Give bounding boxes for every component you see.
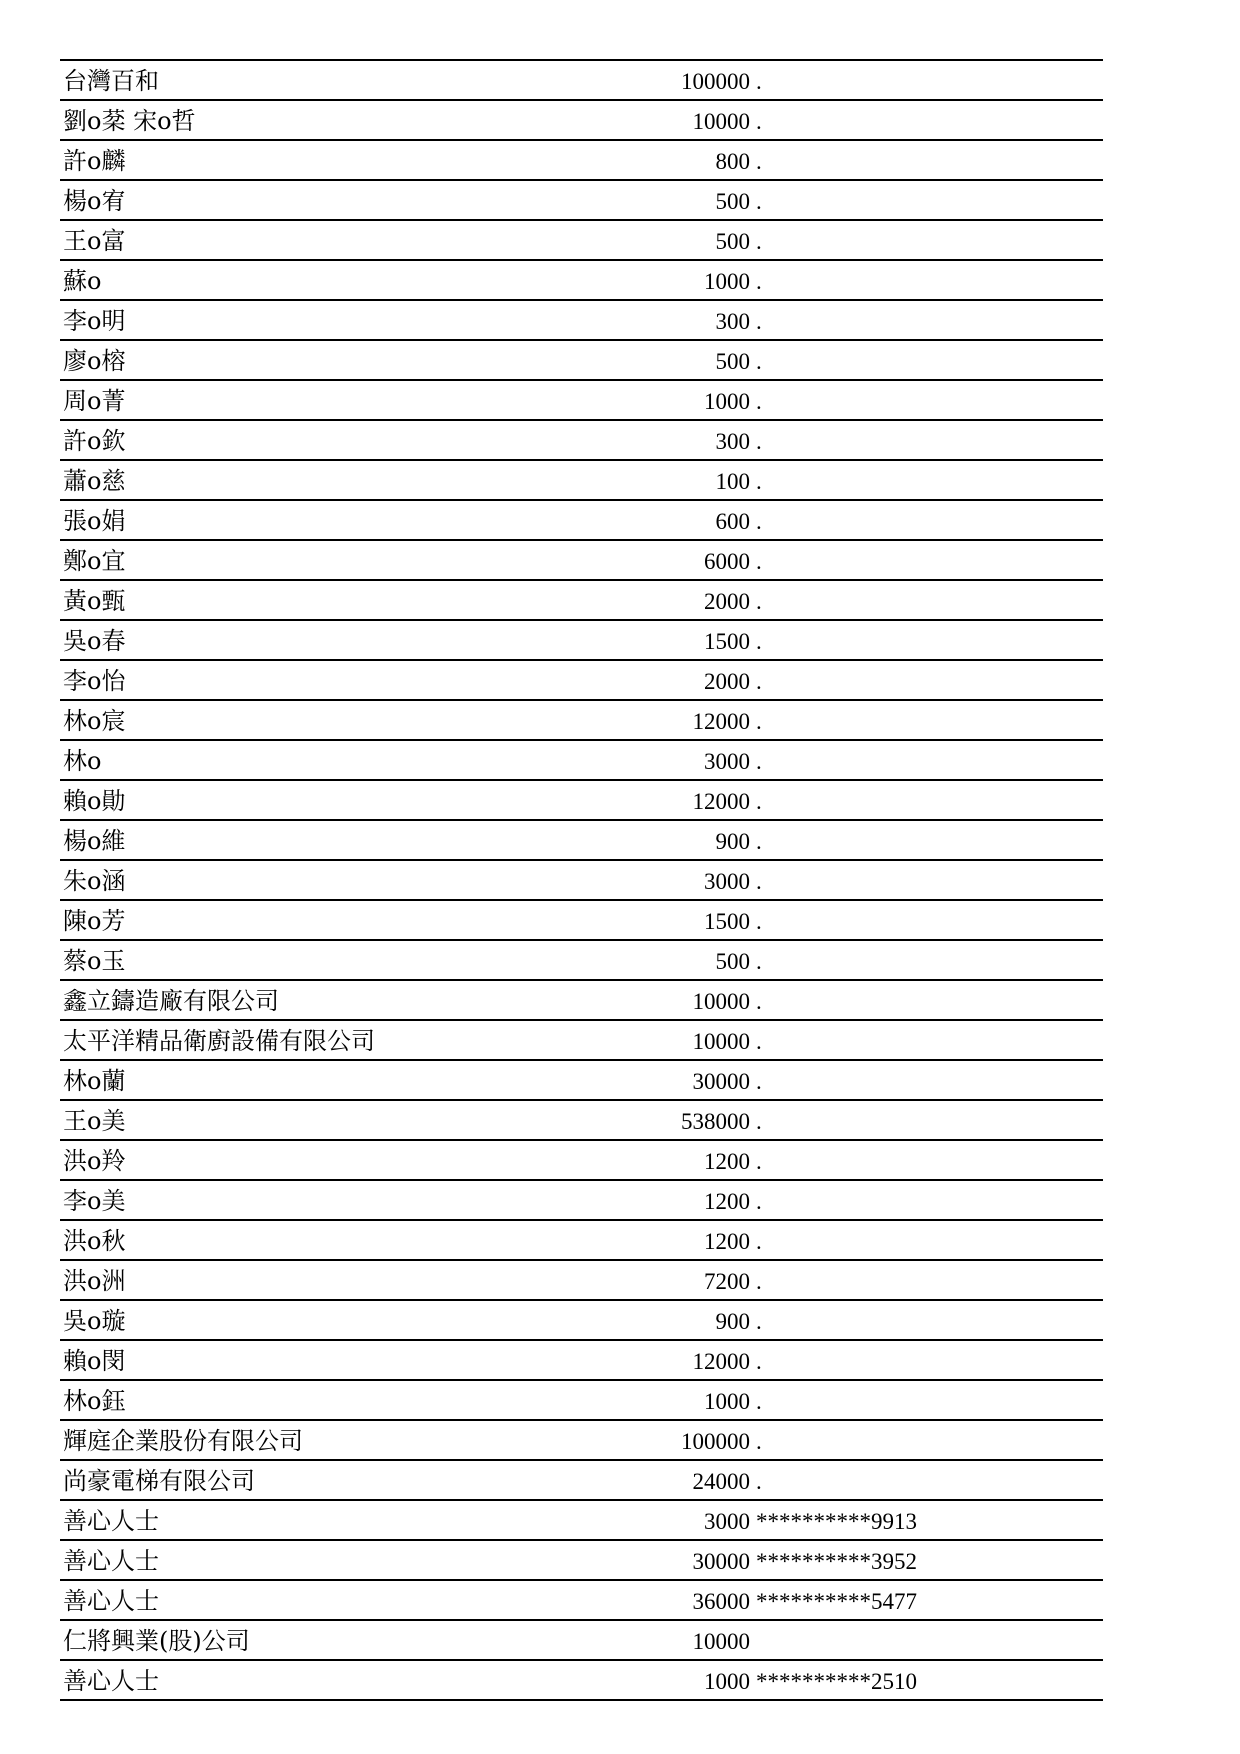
table-row [60,1541,1103,1581]
donation-amount: 100000 [681,69,750,94]
donation-note: . [756,1269,762,1294]
table-row [60,1301,1103,1341]
donation-amount: 500 [715,949,750,974]
donation-note: . [756,1389,762,1414]
donation-amount: 500 [715,229,750,254]
table-row [60,1221,1103,1261]
donation-amount: 800 [715,149,750,174]
donor-name: 王o富 [63,227,126,255]
table-row [60,1421,1103,1461]
donation-note: **********3952 [756,1549,917,1574]
donation-amount: 7200 [704,1269,750,1294]
table-row [60,941,1103,981]
table-row [60,141,1103,181]
donation-amount: 2000 [704,669,750,694]
table-row [60,661,1103,701]
donor-name: 許o麟 [63,147,126,175]
donation-note: . [756,469,762,494]
table-row [60,381,1103,421]
table-row [60,501,1103,541]
donation-amount: 600 [715,509,750,534]
donor-name: 仁將興業(股)公司 [63,1627,250,1655]
table-row [60,861,1103,901]
donation-note: . [756,749,762,774]
donation-note: . [756,1469,762,1494]
donor-name: 洪o羚 [63,1147,126,1175]
donor-name: 黃o甄 [63,587,126,615]
donation-note: . [756,629,762,654]
donor-name: 善心人士 [63,1587,159,1615]
donor-name: 劉o棻 宋o哲 [63,107,196,135]
donor-name: 尚豪電梯有限公司 [63,1467,255,1495]
donation-note: . [756,1229,762,1254]
donation-amount: 12000 [692,789,750,814]
donation-note: . [756,389,762,414]
donor-name: 蘇o [63,267,102,295]
donor-name: 賴o閔 [63,1347,126,1375]
donation-note: . [756,69,762,94]
donation-amount: 3000 [704,869,750,894]
donation-amount: 30000 [692,1069,750,1094]
table-row [60,541,1103,581]
donation-note: . [756,989,762,1014]
donation-note: **********2510 [756,1669,917,1694]
donation-amount: 900 [715,829,750,854]
donor-name: 林o [63,747,102,775]
donation-amount: 2000 [704,589,750,614]
donation-note: . [756,1149,762,1174]
donor-name: 鑫立鑄造廠有限公司 [63,987,279,1015]
table-row [60,1621,1103,1661]
donation-amount: 1200 [704,1149,750,1174]
donation-note: . [756,869,762,894]
donation-note: . [756,1109,762,1134]
donation-amount: 1000 [704,1669,750,1694]
table-row [60,741,1103,781]
donation-note: . [756,1029,762,1054]
donation-amount: 12000 [692,1349,750,1374]
table-row [60,1021,1103,1061]
donor-name: 楊o宥 [63,187,126,215]
donation-amount: 900 [715,1309,750,1334]
donation-amount: 1200 [704,1189,750,1214]
donor-name: 蔡o玉 [63,947,126,975]
table-row [60,1461,1103,1501]
table-row [60,261,1103,301]
donation-amount: 12000 [692,709,750,734]
donor-name: 善心人士 [63,1667,159,1695]
table-row [60,461,1103,501]
donation-note: . [756,189,762,214]
donation-amount: 100 [715,469,750,494]
donation-note: . [756,709,762,734]
donation-amount: 3000 [704,749,750,774]
donor-name: 周o菁 [63,387,126,415]
donation-note: . [756,229,762,254]
donation-note: . [756,589,762,614]
table-row [60,1381,1103,1421]
donation-amount: 1500 [704,909,750,934]
table-row [60,421,1103,461]
donation-note: . [756,429,762,454]
donor-name: 善心人士 [63,1547,159,1575]
donor-name: 李o怡 [63,667,126,695]
table-row [60,181,1103,221]
donation-note: . [756,1349,762,1374]
table-row [60,1581,1103,1621]
donor-name: 台灣百和 [63,67,159,95]
table-row [60,701,1103,741]
donation-amount: 10000 [692,989,750,1014]
donation-note: . [756,109,762,134]
donation-note: . [756,349,762,374]
donation-note: . [756,789,762,814]
table-row [60,1341,1103,1381]
donor-name: 王o美 [63,1107,126,1135]
table-row [60,1661,1103,1701]
donation-note: **********5477 [756,1589,917,1614]
donor-name: 蕭o慈 [63,467,126,495]
donation-amount: 10000 [692,1029,750,1054]
donation-amount: 3000 [704,1509,750,1534]
donation-note: . [756,549,762,574]
donation-note: . [756,509,762,534]
table-row [60,781,1103,821]
donation-amount: 1000 [704,269,750,294]
donation-note: . [756,1189,762,1214]
table-row [60,1061,1103,1101]
donor-name: 張o娟 [63,507,126,535]
donor-name: 林o宸 [63,707,126,735]
donor-name: 林o蘭 [63,1067,126,1095]
donor-name: 吳o春 [63,627,126,655]
donation-amount: 1200 [704,1229,750,1254]
donor-name: 善心人士 [63,1507,159,1535]
table-row [60,1101,1103,1141]
donation-amount: 100000 [681,1429,750,1454]
table-row [60,821,1103,861]
donation-amount: 538000 [681,1109,750,1134]
donor-name: 廖o榕 [63,347,126,375]
table-row [60,1181,1103,1221]
donation-amount: 300 [715,309,750,334]
donation-amount: 1000 [704,389,750,414]
donor-name: 鄭o宜 [63,547,126,575]
donation-amount: 36000 [692,1589,750,1614]
donation-note: **********9913 [756,1509,917,1534]
donor-name: 許o欽 [63,427,126,455]
donor-name: 賴o勛 [63,787,126,815]
table-row [60,621,1103,661]
donation-note: . [756,1429,762,1454]
donation-table [60,59,1103,1701]
donation-amount: 24000 [692,1469,750,1494]
donor-name: 朱o涵 [63,867,126,895]
donation-note: . [756,669,762,694]
table-row [60,901,1103,941]
donation-note: . [756,949,762,974]
donation-note: . [756,1309,762,1334]
donation-amount: 500 [715,349,750,374]
donor-name: 李o美 [63,1187,126,1215]
donor-name: 太平洋精品衛廚設備有限公司 [63,1027,375,1055]
donor-name: 洪o洲 [63,1267,126,1295]
table-row [60,301,1103,341]
donation-note: . [756,309,762,334]
donation-amount: 30000 [692,1549,750,1574]
table-row [60,341,1103,381]
donation-note: . [756,269,762,294]
table-row [60,61,1103,101]
table-row [60,581,1103,621]
donation-amount: 6000 [704,549,750,574]
donor-name: 林o鈺 [63,1387,126,1415]
donation-amount: 1500 [704,629,750,654]
donation-amount: 500 [715,189,750,214]
donor-name: 洪o秋 [63,1227,126,1255]
donation-note: . [756,909,762,934]
donor-name: 楊o維 [63,827,126,855]
donor-name: 吳o璇 [63,1307,126,1335]
donor-name: 陳o芳 [63,907,126,935]
table-row [60,1501,1103,1541]
donation-amount: 1000 [704,1389,750,1414]
donation-amount: 300 [715,429,750,454]
donor-name: 輝庭企業股份有限公司 [63,1427,303,1455]
donation-note: . [756,829,762,854]
donation-note: . [756,149,762,174]
donation-amount: 10000 [692,109,750,134]
donation-amount: 10000 [692,1629,750,1654]
table-row [60,1261,1103,1301]
table-row [60,1141,1103,1181]
table-row [60,101,1103,141]
table-row [60,981,1103,1021]
table-row [60,221,1103,261]
donation-note: . [756,1069,762,1094]
donor-name: 李o明 [63,307,126,335]
